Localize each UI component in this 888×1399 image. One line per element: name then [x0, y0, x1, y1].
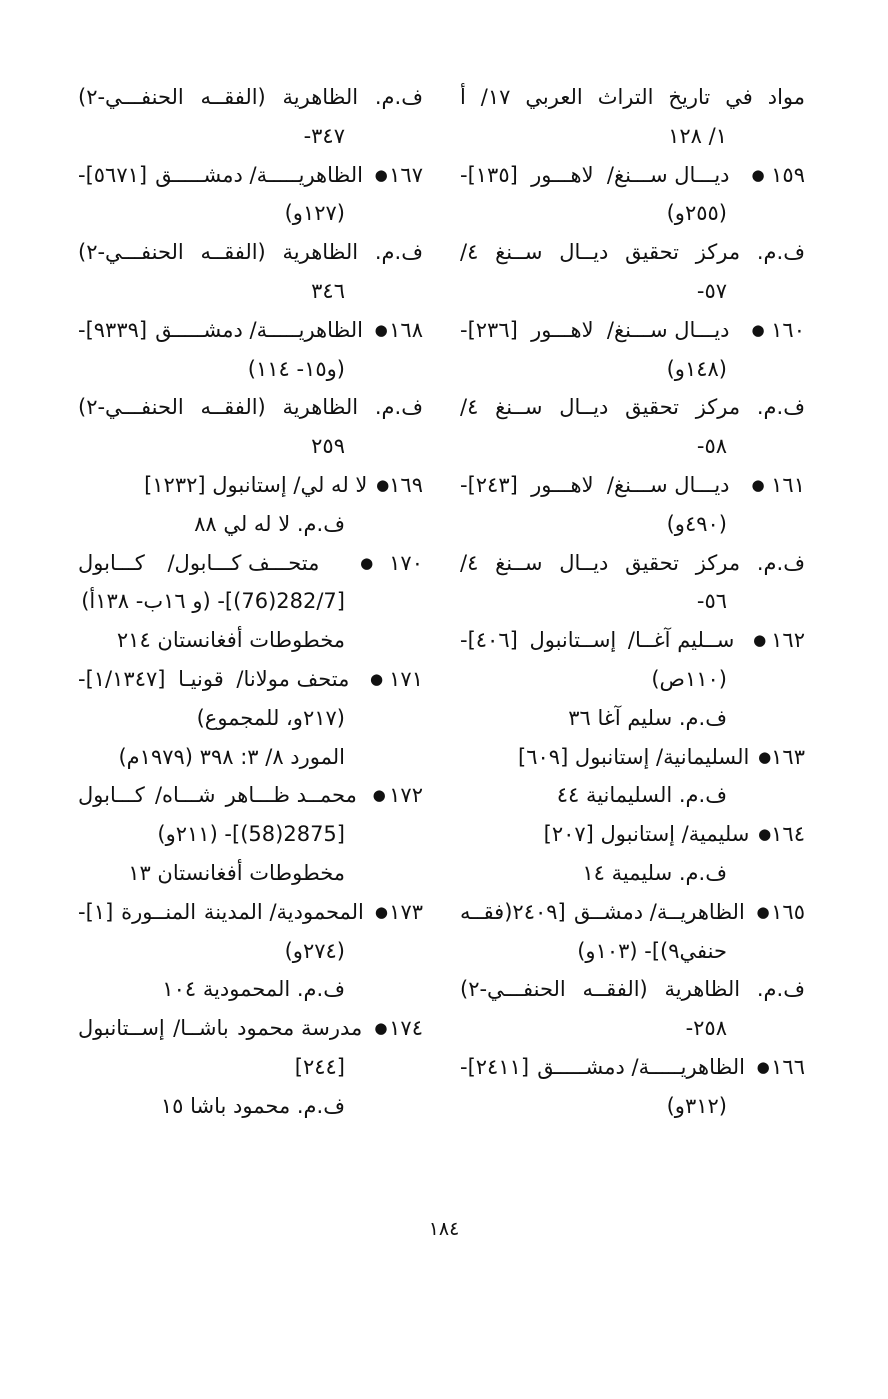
line-text: الظاهريـــــة/ دمشـــــق [٩٣٣٩]-	[78, 317, 363, 342]
line-text: الظاهريــة/ دمشــق [٢٤٠٩(فقــه	[460, 899, 745, 924]
line-text: ٢٥٩	[311, 434, 345, 459]
text-line	[460, 1009, 805, 1048]
line-text: حنفي٩)]- (١٠٣و)	[577, 938, 727, 963]
line-text: المحمودية/ المدينة المنــورة [١]-	[78, 899, 364, 924]
entry-number: ١٧٠	[389, 550, 423, 575]
line-text: [282/7(76)]- (و ١٦ب- ١٣٨أ)	[81, 589, 345, 614]
entry-line	[78, 156, 423, 195]
text-line	[460, 505, 805, 544]
bullet-icon: ●	[373, 320, 390, 339]
entry-line	[460, 156, 805, 195]
entry-line	[78, 660, 423, 699]
bullet-icon: ●	[373, 165, 390, 184]
line-text: ف.م. سليمية ١٤	[582, 860, 727, 885]
line-text: (٤٩٠و)	[666, 511, 727, 536]
text-line	[78, 1048, 423, 1087]
left-column	[78, 78, 423, 1126]
line-text: ف.م. لا له لي ٨٨	[194, 511, 345, 536]
line-text: ديـــال ســـنغ/ لاهـــور [٢٤٣]-	[460, 472, 730, 497]
line-text: ف.م. الظاهرية (الفقــه الحنفـــي-٢)	[78, 85, 423, 109]
entry-line	[460, 621, 805, 660]
text-line	[78, 1087, 423, 1126]
entry-line	[460, 893, 805, 932]
text-line	[460, 194, 805, 233]
entry-number: ١٦٢	[771, 628, 805, 653]
line-text: ف.م. مركز تحقيق ديــال ســنغ ٤/	[460, 550, 805, 575]
entry-number: ١٦٤	[771, 822, 805, 847]
text-line	[460, 699, 805, 738]
entry-line	[78, 1009, 423, 1048]
line-text: محمــد ظـــاهر شـــاه/ كـــابول	[78, 783, 357, 808]
line-text: الظاهريـــــة/ دمشـــــق [٢٤١١]-	[460, 1054, 745, 1079]
line-text: ٥٨-	[696, 434, 727, 459]
line-text: سليمية/ إستانبول [٢٠٧]	[543, 822, 750, 847]
line-text: ف.م. المحمودية ١٠٤	[162, 977, 345, 1002]
entry-number: ١٧٢	[389, 783, 423, 808]
text-line	[460, 854, 805, 893]
entry-number: ١٧٤	[389, 1016, 423, 1041]
entry-number: ١٦١	[771, 472, 805, 497]
line-text: السليمانية/ إستانبول [٦٠٩]	[518, 744, 750, 769]
bullet-icon: ●	[744, 475, 772, 494]
bullet-icon: ●	[748, 631, 772, 650]
line-text: (١١٠ص)	[651, 666, 727, 691]
bullet-icon: ●	[369, 786, 390, 805]
entry-line	[78, 776, 423, 815]
bullet-icon: ●	[344, 553, 390, 572]
entry-number: ١٦٠	[771, 317, 805, 342]
text-line	[460, 582, 805, 621]
line-text: ديـــال ســـنغ/ لاهـــور [٢٣٦]-	[460, 317, 730, 342]
line-text: ف.م. الظاهرية (الفقــه الحنفـــي-٢)	[78, 395, 423, 420]
bullet-icon: ●	[758, 825, 772, 844]
text-line	[78, 815, 423, 854]
line-text: متحـــف كـــابول/ كـــابول	[78, 550, 320, 575]
line-text: ف.م. سليم آغا ٣٦	[568, 705, 727, 730]
entry-line	[78, 893, 423, 932]
bullet-icon: ●	[364, 669, 390, 688]
entry-number: ١٦٥	[771, 899, 805, 924]
line-text: مواد في تاريخ التراث العربي ١٧/ أ	[460, 85, 805, 109]
line-text: لا له لي/ إستانبول [١٢٣٢]	[144, 472, 368, 497]
text-line	[78, 621, 423, 660]
text-line	[78, 233, 423, 272]
text-line	[78, 427, 423, 466]
line-text: (٢١٧و، للمجموع)	[196, 705, 345, 730]
text-line	[460, 776, 805, 815]
entry-number: ١٧١	[389, 666, 423, 691]
text-line	[460, 388, 805, 427]
line-text: ٢٥٨-	[685, 1016, 727, 1041]
line-text: ف.م. الظاهرية (الفقــه الحنفـــي-٢)	[460, 977, 805, 1002]
text-line	[78, 582, 423, 621]
line-text: الظاهريـــــة/ دمشـــــق [٥٦٧١]-	[78, 162, 363, 187]
line-text: مخطوطات أفغانستان ١٣	[128, 860, 345, 885]
bullet-icon: ●	[373, 902, 390, 921]
line-text: [2875(58)]- (٢١١و)	[157, 822, 345, 847]
bullet-icon: ●	[376, 475, 390, 494]
bullet-icon: ●	[755, 902, 772, 921]
line-text: ٥٦-	[696, 589, 727, 614]
text-line	[78, 117, 423, 156]
bullet-icon: ●	[744, 165, 772, 184]
line-text: (٣١٢و)	[666, 1093, 727, 1118]
line-text: [٢٤٤]	[294, 1054, 345, 1079]
entry-line	[78, 311, 423, 350]
text-line	[460, 544, 805, 583]
entry-number: ١٦٨	[389, 317, 423, 342]
line-text: ســليم آغــا/ إســتانبول [٤٠٦]-	[460, 628, 735, 653]
right-column	[460, 78, 805, 1126]
text-line	[460, 233, 805, 272]
line-text: المورد ٨/ ٣: ٣٩٨ (١٩٧٩م)	[118, 744, 345, 769]
text-line	[78, 854, 423, 893]
entry-line	[78, 466, 423, 505]
bullet-icon: ●	[372, 1019, 390, 1038]
line-text: (٢٧٤و)	[284, 938, 345, 963]
entry-number: ١٧٣	[389, 899, 424, 924]
line-text: (و١٥- ١١٤)	[247, 356, 345, 381]
entry-number: ١٦٣	[771, 744, 805, 769]
text-line	[460, 117, 805, 156]
entry-line	[460, 311, 805, 350]
bullet-icon: ●	[755, 1057, 772, 1076]
line-text: ١/ ١٢٨	[668, 123, 727, 148]
entry-number: ١٦٩	[389, 472, 423, 497]
text-line	[78, 78, 423, 117]
text-line	[78, 738, 423, 777]
line-text: ٣٤٦	[311, 278, 345, 303]
entry-number: ١٦٧	[389, 162, 423, 187]
entry-line	[460, 466, 805, 505]
entry-line	[78, 544, 423, 583]
text-line	[460, 660, 805, 699]
entry-line	[460, 815, 805, 854]
line-text: (٢٥٥و)	[666, 201, 727, 226]
entry-number: ١٦٦	[771, 1054, 805, 1079]
text-line	[78, 505, 423, 544]
entry-number: ١٥٩	[771, 162, 805, 187]
line-text: ف.م. محمود باشا ١٥	[160, 1093, 345, 1118]
text-line	[78, 388, 423, 427]
entry-line	[460, 1048, 805, 1087]
line-text: مدرسة محمود باشــا/ إســتانبول	[78, 1016, 363, 1041]
line-text: ٣٤٧-	[303, 123, 345, 148]
text-line	[78, 932, 423, 971]
entry-line	[460, 738, 805, 777]
line-text: ف.م. مركز تحقيق ديــال ســنغ ٤/	[460, 395, 805, 420]
text-line	[460, 78, 805, 117]
line-text: (١٤٨و)	[666, 356, 727, 381]
line-text: ديـــال ســـنغ/ لاهـــور [١٣٥]-	[460, 162, 730, 187]
text-line	[78, 350, 423, 389]
line-text: (١٢٧و)	[284, 201, 345, 226]
text-line	[460, 350, 805, 389]
text-line	[460, 970, 805, 1009]
line-text: ف.م. مركز تحقيق ديــال ســنغ ٤/	[460, 240, 805, 265]
text-line	[460, 272, 805, 311]
text-line	[78, 970, 423, 1009]
page-number: ١٨٤	[428, 1218, 460, 1240]
text-line	[460, 1087, 805, 1126]
line-text: ف.م. الظاهرية (الفقــه الحنفـــي-٢)	[78, 240, 423, 265]
bullet-icon: ●	[744, 320, 772, 339]
text-line	[78, 699, 423, 738]
line-text: ف.م. السليمانية ٤٤	[556, 783, 727, 808]
text-line	[78, 194, 423, 233]
text-line	[460, 427, 805, 466]
text-line	[460, 932, 805, 971]
bullet-icon: ●	[758, 747, 772, 766]
text-line	[78, 272, 423, 311]
line-text: مخطوطات أفغانستان ٢١٤	[116, 628, 345, 653]
line-text: ٥٧-	[696, 278, 727, 303]
line-text: متحف مولانا/ قونيـا [١/١٣٤٧]-	[78, 666, 350, 691]
